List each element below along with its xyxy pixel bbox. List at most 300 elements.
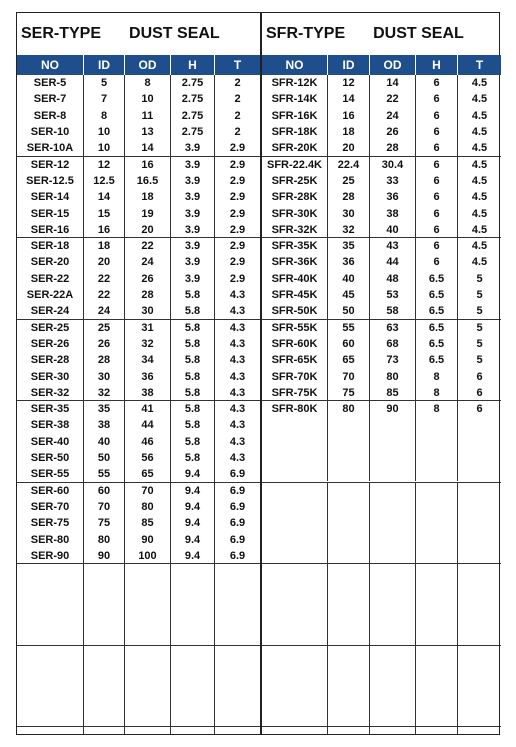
- table-cell: SER-20: [17, 254, 84, 270]
- table-row: [262, 157, 501, 173]
- table-cell: SER-35: [17, 401, 84, 417]
- table-cell: 5.8: [171, 450, 215, 466]
- table-cell: 31: [125, 320, 171, 336]
- table-cell: SER-28: [17, 352, 84, 368]
- table-cell: 4.3: [229, 289, 246, 302]
- empty-cell: [171, 646, 215, 727]
- table-row: [262, 287, 501, 303]
- table-cell: 4.5: [471, 207, 488, 220]
- table-cell: 40: [328, 271, 370, 287]
- table-cell: 6.5: [416, 303, 458, 319]
- table-cell: 22: [84, 287, 125, 303]
- table-cell: 2.9: [229, 174, 246, 187]
- table-cell: 5: [476, 289, 483, 302]
- table-row: [17, 385, 260, 401]
- sfr-panel: [260, 13, 501, 734]
- table-cell: 12: [328, 75, 370, 91]
- table-cell: 7: [84, 91, 125, 107]
- table-cell: 30: [328, 205, 370, 221]
- table-row: [262, 336, 501, 352]
- table-row: [262, 303, 501, 319]
- empty-cell: [370, 727, 416, 734]
- table-cell: 35: [328, 238, 370, 254]
- table-cell: 16.5: [125, 173, 171, 189]
- table-cell: SER-14: [17, 189, 84, 205]
- table-cell: 28: [328, 189, 370, 205]
- table-cell: 6: [416, 75, 458, 91]
- table-cell: 2: [234, 93, 241, 106]
- table-row: [17, 108, 260, 124]
- row-group: [17, 157, 260, 239]
- table-cell: 19: [125, 205, 171, 221]
- table-row: [17, 466, 260, 482]
- table-cell: 4.5: [471, 191, 488, 204]
- table-row: [17, 173, 260, 189]
- table-cell: 5.8: [171, 385, 215, 401]
- table-cell: 5: [476, 272, 483, 285]
- table-cell: SFR-80K: [262, 401, 328, 417]
- row-group: [262, 320, 501, 402]
- table-cell: 24: [84, 303, 125, 319]
- table-cell: 2: [234, 126, 241, 139]
- empty-cell: [171, 564, 215, 645]
- table-row: [262, 385, 501, 401]
- table-cell: 100: [125, 548, 171, 564]
- table-cell: 16: [84, 222, 125, 238]
- table-cell: 80: [125, 499, 171, 515]
- table-cell: 3.9: [171, 157, 215, 173]
- sfr-header-h: H: [416, 55, 458, 75]
- table-row: [262, 401, 501, 417]
- empty-cell: [458, 646, 501, 727]
- table-cell: 70: [84, 499, 125, 515]
- empty-row-block: [262, 727, 501, 734]
- table-cell: 2.9: [229, 142, 246, 155]
- table-cell: 60: [84, 483, 125, 499]
- table-cell: 20: [328, 140, 370, 156]
- table-cell: 5: [476, 354, 483, 367]
- table-cell: SFR-16K: [262, 108, 328, 124]
- table-cell: 50: [84, 450, 125, 466]
- table-row: [17, 417, 260, 433]
- table-cell: SER-70: [17, 499, 84, 515]
- table-cell: 40: [370, 222, 416, 238]
- empty-cell: [84, 564, 125, 645]
- empty-row-block: [17, 646, 260, 728]
- table-row: [17, 254, 260, 270]
- table-cell: SFR-28K: [262, 189, 328, 205]
- empty-cell: [370, 483, 416, 564]
- table-cell: 10: [84, 124, 125, 140]
- row-group: [17, 483, 260, 565]
- table-cell: 58: [370, 303, 416, 319]
- table-cell: 25: [84, 320, 125, 336]
- table-cell: 22: [125, 238, 171, 254]
- table-cell: 6: [416, 205, 458, 221]
- empty-row-block: [17, 727, 260, 734]
- table-cell: 48: [370, 271, 416, 287]
- table-cell: 2.9: [229, 158, 246, 171]
- table-cell: SER-60: [17, 483, 84, 499]
- table-cell: 36: [328, 254, 370, 270]
- table-cell: 24: [370, 108, 416, 124]
- empty-cell: [458, 564, 501, 645]
- empty-cell: [370, 564, 416, 645]
- sfr-header-row: [262, 55, 501, 75]
- table-cell: SFR-40K: [262, 271, 328, 287]
- table-row: [17, 303, 260, 319]
- table-cell: 6.9: [229, 500, 246, 513]
- table-cell: SER-32: [17, 385, 84, 401]
- table-cell: 2.9: [229, 256, 246, 269]
- table-cell: 9.4: [171, 548, 215, 564]
- table-cell: 4.5: [471, 142, 488, 155]
- table-cell: 56: [125, 450, 171, 466]
- table-cell: SFR-60K: [262, 336, 328, 352]
- table-cell: 3.9: [171, 238, 215, 254]
- table-row: [17, 157, 260, 173]
- table-cell: 5.8: [171, 320, 215, 336]
- table-cell: SER-24: [17, 303, 84, 319]
- table-cell: 40: [84, 434, 125, 450]
- table-cell: 3.9: [171, 271, 215, 287]
- table-row: [17, 124, 260, 140]
- table-cell: 5.8: [171, 368, 215, 384]
- table-cell: SFR-20K: [262, 140, 328, 156]
- empty-row-block: [262, 564, 501, 646]
- ser-header-no: NO: [17, 55, 84, 75]
- table-cell: 30: [125, 303, 171, 319]
- table-cell: 4.3: [229, 354, 246, 367]
- table-cell: SER-22: [17, 271, 84, 287]
- table-cell: 2.9: [229, 272, 246, 285]
- sfr-header-no: NO: [262, 55, 328, 75]
- table-cell: 55: [328, 320, 370, 336]
- row-group: [262, 75, 501, 157]
- table-cell: 38: [370, 205, 416, 221]
- table-cell: 4.3: [229, 452, 246, 465]
- table-row: [262, 320, 501, 336]
- table-cell: 22: [370, 91, 416, 107]
- table-cell: 2.9: [229, 240, 246, 253]
- table-cell: 68: [370, 336, 416, 352]
- table-cell: 28: [84, 352, 125, 368]
- table-cell: SER-12: [17, 157, 84, 173]
- table-cell: 5.8: [171, 401, 215, 417]
- table-cell: SFR-18K: [262, 124, 328, 140]
- table-cell: 4.5: [471, 93, 488, 106]
- table-cell: 5: [476, 321, 483, 334]
- empty-cell: [416, 564, 458, 645]
- table-cell: 4.3: [229, 337, 246, 350]
- table-cell: SFR-12K: [262, 75, 328, 91]
- table-cell: SER-8: [17, 108, 84, 124]
- table-cell: 22: [84, 271, 125, 287]
- ser-header-t: T: [233, 58, 242, 72]
- table-cell: 65: [125, 466, 171, 482]
- table-cell: 30: [84, 368, 125, 384]
- table-cell: 6: [476, 403, 483, 416]
- table-cell: SER-10A: [17, 140, 84, 156]
- empty-cell: [262, 564, 328, 645]
- table-cell: 90: [125, 531, 171, 547]
- table-cell: 14: [84, 189, 125, 205]
- table-row: [262, 352, 501, 368]
- table-cell: 70: [328, 368, 370, 384]
- table-row: [262, 222, 501, 238]
- table-cell: SER-55: [17, 466, 84, 482]
- table-cell: 4.3: [229, 419, 246, 432]
- table-cell: SFR-75K: [262, 385, 328, 401]
- table-row: [17, 189, 260, 205]
- table-row: [17, 91, 260, 107]
- table-cell: 63: [370, 320, 416, 336]
- table-cell: 6.9: [229, 517, 246, 530]
- table-cell: SER-10: [17, 124, 84, 140]
- table-cell: 35: [84, 401, 125, 417]
- table-cell: SER-30: [17, 368, 84, 384]
- empty-cell: [84, 727, 125, 734]
- table-cell: 5.8: [171, 417, 215, 433]
- sfr-header-id: ID: [328, 55, 370, 75]
- table-cell: 3.9: [171, 140, 215, 156]
- table-cell: 16: [328, 108, 370, 124]
- table-cell: SFR-30K: [262, 205, 328, 221]
- table-cell: 3.9: [171, 254, 215, 270]
- table-cell: SER-5: [17, 75, 84, 91]
- empty-cell: [262, 483, 328, 564]
- table-cell: SER-90: [17, 548, 84, 564]
- table-cell: 8: [84, 108, 125, 124]
- table-cell: 6: [476, 370, 483, 383]
- empty-cell: [125, 646, 171, 727]
- table-cell: 10: [84, 140, 125, 156]
- table-row: [262, 189, 501, 205]
- table-row: [17, 401, 260, 417]
- table-cell: SER-22A: [17, 287, 84, 303]
- sfr-table-body: [262, 75, 501, 734]
- table-cell: 2.9: [229, 223, 246, 236]
- empty-row-block: [262, 483, 501, 565]
- table-row: [262, 173, 501, 189]
- ser-header-id: ID: [84, 55, 125, 75]
- table-cell: 13: [125, 124, 171, 140]
- table-row: [262, 91, 501, 107]
- table-row: [262, 254, 501, 270]
- table-row: [17, 238, 260, 254]
- row-group: [17, 320, 260, 402]
- table-cell: 6.5: [416, 320, 458, 336]
- table-cell: 2.75: [171, 75, 215, 91]
- table-cell: 4.5: [471, 158, 488, 171]
- table-cell: 36: [370, 189, 416, 205]
- table-cell: 2: [234, 77, 241, 90]
- table-cell: 36: [125, 368, 171, 384]
- table-cell: 3.9: [171, 205, 215, 221]
- table-cell: 6: [416, 140, 458, 156]
- table-cell: 6.9: [229, 533, 246, 546]
- table-row: [17, 320, 260, 336]
- table-cell: 55: [84, 466, 125, 482]
- table-row: [262, 238, 501, 254]
- table-cell: 26: [370, 124, 416, 140]
- table-cell: 6.5: [416, 287, 458, 303]
- table-cell: 33: [370, 173, 416, 189]
- table-cell: 6: [416, 173, 458, 189]
- table-cell: 5.8: [171, 352, 215, 368]
- table-row: [17, 222, 260, 238]
- empty-cell: [416, 417, 458, 481]
- table-cell: 6.5: [416, 352, 458, 368]
- table-cell: SER-15: [17, 205, 84, 221]
- table-cell: 3.9: [171, 189, 215, 205]
- table-row: [17, 548, 260, 564]
- table-cell: 32: [84, 385, 125, 401]
- empty-cell: [215, 564, 260, 645]
- table-cell: 28: [370, 140, 416, 156]
- table-cell: SFR-22.4K: [262, 157, 328, 173]
- table-cell: 44: [370, 254, 416, 270]
- table-cell: 6.5: [416, 336, 458, 352]
- table-cell: 5: [476, 305, 483, 318]
- table-cell: 9.4: [171, 531, 215, 547]
- table-cell: 6.9: [229, 484, 246, 497]
- table-row: [17, 75, 260, 91]
- table-cell: 5.8: [171, 336, 215, 352]
- empty-cell: [262, 646, 328, 727]
- table-cell: 80: [328, 401, 370, 417]
- table-cell: 4.5: [471, 109, 488, 122]
- empty-cell: [125, 727, 171, 734]
- empty-cell: [215, 646, 260, 727]
- table-row: [262, 75, 501, 91]
- empty-cell: [328, 646, 370, 727]
- table-row: [17, 450, 260, 466]
- table-cell: SFR-32K: [262, 222, 328, 238]
- table-cell: SFR-25K: [262, 173, 328, 189]
- table-cell: 75: [84, 515, 125, 531]
- table-cell: 9.4: [171, 515, 215, 531]
- row-group: [262, 238, 501, 320]
- table-cell: SER-25: [17, 320, 84, 336]
- table-row: [17, 205, 260, 221]
- table-cell: 6: [416, 157, 458, 173]
- table-cell: 18: [125, 189, 171, 205]
- table-cell: 4.3: [229, 435, 246, 448]
- empty-cell: [215, 727, 260, 734]
- empty-cell: [370, 646, 416, 727]
- table-cell: 46: [125, 434, 171, 450]
- empty-cell: [370, 417, 416, 481]
- table-cell: 53: [370, 287, 416, 303]
- row-group: [17, 238, 260, 320]
- table-cell: 4.5: [471, 223, 488, 236]
- table-cell: 30.4: [370, 157, 416, 173]
- sfr-subtitle: DUST SEAL: [373, 25, 464, 42]
- table-cell: 2.9: [229, 207, 246, 220]
- table-row: [262, 124, 501, 140]
- table-row: [17, 483, 260, 499]
- table-cell: 85: [125, 515, 171, 531]
- empty-cell: [17, 564, 84, 645]
- sfr-header-t: T: [475, 58, 484, 72]
- table-cell: 38: [125, 385, 171, 401]
- table-cell: SFR-50K: [262, 303, 328, 319]
- table-cell: 14: [328, 91, 370, 107]
- table-cell: 4.3: [229, 386, 246, 399]
- table-cell: 9.4: [171, 466, 215, 482]
- table-cell: 6: [416, 189, 458, 205]
- empty-cell: [458, 727, 501, 734]
- empty-cell: [84, 646, 125, 727]
- table-cell: 11: [125, 108, 171, 124]
- table-cell: 25: [328, 173, 370, 189]
- table-cell: 2.75: [171, 108, 215, 124]
- table-cell: 26: [84, 336, 125, 352]
- table-cell: SER-12.5: [17, 173, 84, 189]
- table-cell: 4.5: [471, 256, 488, 269]
- table-cell: 9.4: [171, 483, 215, 499]
- row-group: [17, 75, 260, 157]
- table-cell: 43: [370, 238, 416, 254]
- table-cell: 6.9: [229, 468, 246, 481]
- empty-cell: [328, 417, 370, 481]
- table-cell: SER-7: [17, 91, 84, 107]
- table-cell: 50: [328, 303, 370, 319]
- empty-cells: [262, 417, 501, 481]
- empty-cell: [328, 564, 370, 645]
- ser-header-od: OD: [125, 55, 171, 75]
- table-cell: 4.3: [229, 370, 246, 383]
- table-cell: 14: [125, 140, 171, 156]
- table-cell: 10: [125, 91, 171, 107]
- table-cell: SER-75: [17, 515, 84, 531]
- table-cell: SER-40: [17, 434, 84, 450]
- ser-table-body: [17, 75, 260, 734]
- table-cell: 8: [416, 401, 458, 417]
- table-cell: 6.5: [416, 271, 458, 287]
- table-cell: 3.9: [171, 173, 215, 189]
- table-cell: 70: [125, 483, 171, 499]
- empty-cell: [416, 646, 458, 727]
- table-cell: 3.9: [171, 222, 215, 238]
- table-cell: 26: [125, 271, 171, 287]
- table-cell: 38: [84, 417, 125, 433]
- ser-type-title: SER-TYPE: [21, 25, 102, 42]
- table-cell: SFR-70K: [262, 368, 328, 384]
- table-cell: 4.3: [229, 305, 246, 318]
- empty-cell: [328, 483, 370, 564]
- table-cell: 8: [125, 75, 171, 91]
- table-cell: 2.75: [171, 124, 215, 140]
- empty-cell: [17, 727, 84, 734]
- table-row: [17, 271, 260, 287]
- row-group: [17, 401, 260, 483]
- table-cell: 4.5: [471, 126, 488, 139]
- table-row: [262, 140, 501, 156]
- table-row: [17, 499, 260, 515]
- table-cell: 8: [416, 385, 458, 401]
- table-cell: 12.5: [84, 173, 125, 189]
- table-cell: 44: [125, 417, 171, 433]
- table-cell: 6.9: [229, 549, 246, 562]
- empty-cell: [125, 564, 171, 645]
- table-cell: 6: [416, 124, 458, 140]
- table-cell: 85: [370, 385, 416, 401]
- sfr-header-od: OD: [370, 55, 416, 75]
- table-cell: 45: [328, 287, 370, 303]
- table-cell: 22.4: [328, 157, 370, 173]
